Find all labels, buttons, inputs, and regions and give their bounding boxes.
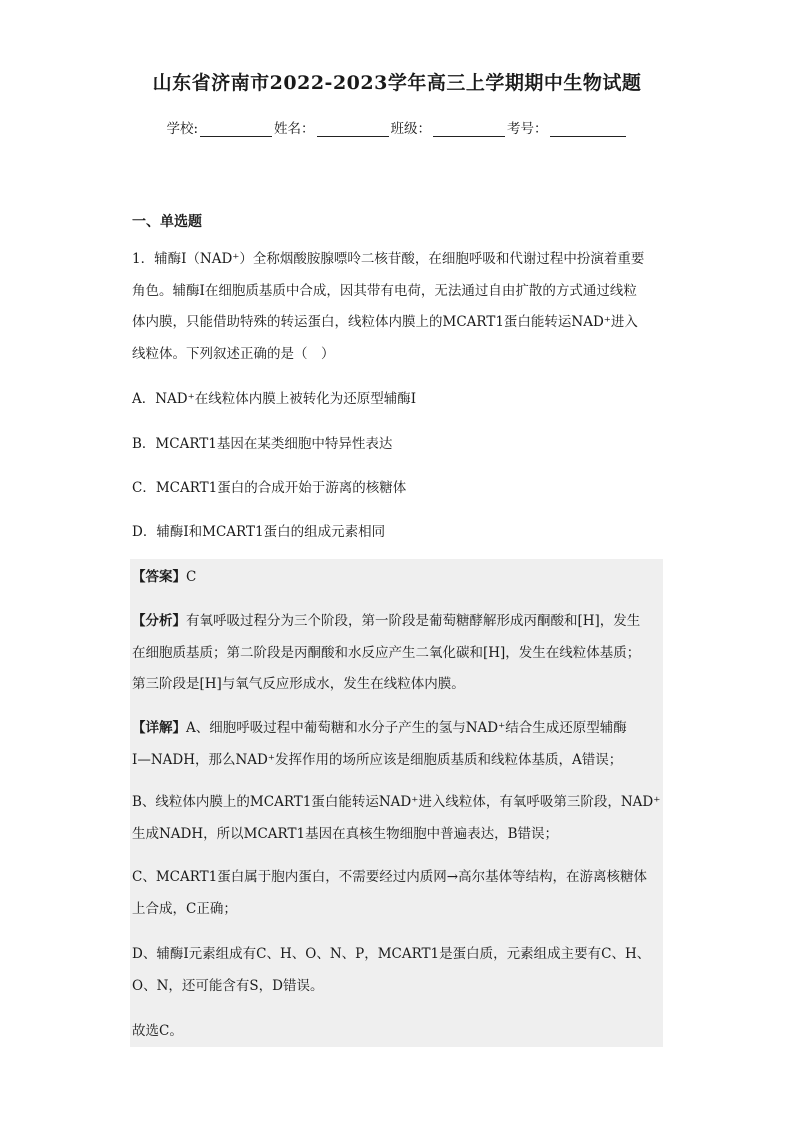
answer-value: C — [186, 569, 197, 585]
analysis-line: 第三阶段是[H]与氧气反应形成水，发生在线粒体内膜。 — [132, 676, 465, 692]
exam-no-field — [507, 117, 628, 137]
class-field — [391, 117, 508, 137]
detail-b-block — [132, 787, 670, 850]
name-label: 姓名： — [274, 121, 315, 137]
question-stem — [132, 244, 662, 370]
class-blank — [433, 122, 505, 137]
exam-no-blank — [550, 122, 626, 137]
detail-line: B、线粒体内膜上的MCART1蛋白能转运NAD⁺进入线粒体，有氧呼吸第三阶段，NAD⁺ — [132, 794, 661, 810]
question-stem-line: 体内膜，只能借助特殊的转运蛋白，线粒体内膜上的MCART1蛋白能转运NAD⁺进入 — [132, 314, 638, 330]
name-field — [274, 117, 391, 137]
page-title: 山东省济南市2022-2023学年高三上学期期中生物试题 — [152, 72, 642, 94]
detail-line: 上合成，C正确； — [132, 900, 237, 917]
detail-line: 生成NADH，所以MCART1基因在真核生物细胞中普遍表达，B错误； — [132, 825, 559, 842]
class-label: 班级： — [390, 121, 432, 137]
section-heading: 一、单选题 — [132, 214, 202, 230]
detail-d-block — [132, 939, 670, 1002]
analysis-block — [132, 606, 670, 701]
analysis-line: 在细胞质基质；第二阶段是丙酮酸和水反应产生二氧化碳和[H]，发生在线粒体基质； — [132, 644, 641, 661]
analysis-text: 有氧呼吸过程分为三个阶段，第一阶段是葡萄糖酵解形成丙酮酸和[H]，发生 — [186, 613, 641, 629]
detail-line: Ⅰ—NADH，那么NAD⁺发挥作用的场所应该是细胞质基质和线粒体基质，A错误； — [132, 751, 623, 768]
answer-tag: 【答案】 — [132, 569, 186, 585]
detail-text: A、细胞呼吸过程中葡萄糖和水分子产生的氢与NAD⁺结合生成还原型辅酶 — [186, 720, 627, 736]
detail-line: C、MCART1蛋白属于胞内蛋白，不需要经过内质网→高尔基体等结构，在游离核糖体 — [132, 869, 648, 885]
exam-no-label: 考号： — [507, 121, 548, 137]
option-c: C．MCART1蛋白的合成开始于游离的核糖体 — [132, 480, 407, 496]
answer-line — [132, 562, 670, 594]
school-field — [166, 117, 274, 137]
detail-a-block — [132, 713, 670, 776]
detail-line: O、N，还可能含有S，D错误。 — [132, 977, 324, 994]
option-b: B．MCART1基因在某类细胞中特异性表达 — [132, 436, 393, 452]
option-d: D．辅酶Ⅰ和MCART1蛋白的组成元素相同 — [132, 524, 386, 540]
question-stem-line: 1．辅酶Ⅰ（NAD⁺）全称烟酸胺腺嘌呤二核苷酸，在细胞呼吸和代谢过程中扮演着重要 — [132, 251, 645, 267]
school-blank — [200, 122, 272, 137]
conclusion-line: 故选C。 — [132, 1023, 183, 1039]
question-stem-line: 线粒体。下列叙述正确的是（ ） — [132, 345, 335, 362]
analysis-line — [132, 606, 670, 638]
name-blank — [317, 122, 389, 137]
student-info-row — [0, 117, 794, 137]
detail-c-block — [132, 862, 670, 925]
detail-line: D、辅酶Ⅰ元素组成有C、H、O、N、P，MCART1是蛋白质，元素组成主要有C、H、 — [132, 946, 651, 962]
question-stem-line: 角色。辅酶Ⅰ在细胞质基质中合成，因其带有电荷，无法通过自由扩散的方式通过线粒 — [132, 282, 637, 299]
school-label: 学校: — [166, 121, 199, 137]
detail-tag: 【详解】 — [132, 720, 186, 736]
option-a: A．NAD⁺在线粒体内膜上被转化为还原型辅酶Ⅰ — [132, 391, 417, 407]
detail-line — [132, 713, 670, 745]
analysis-tag: 【分析】 — [132, 613, 186, 629]
